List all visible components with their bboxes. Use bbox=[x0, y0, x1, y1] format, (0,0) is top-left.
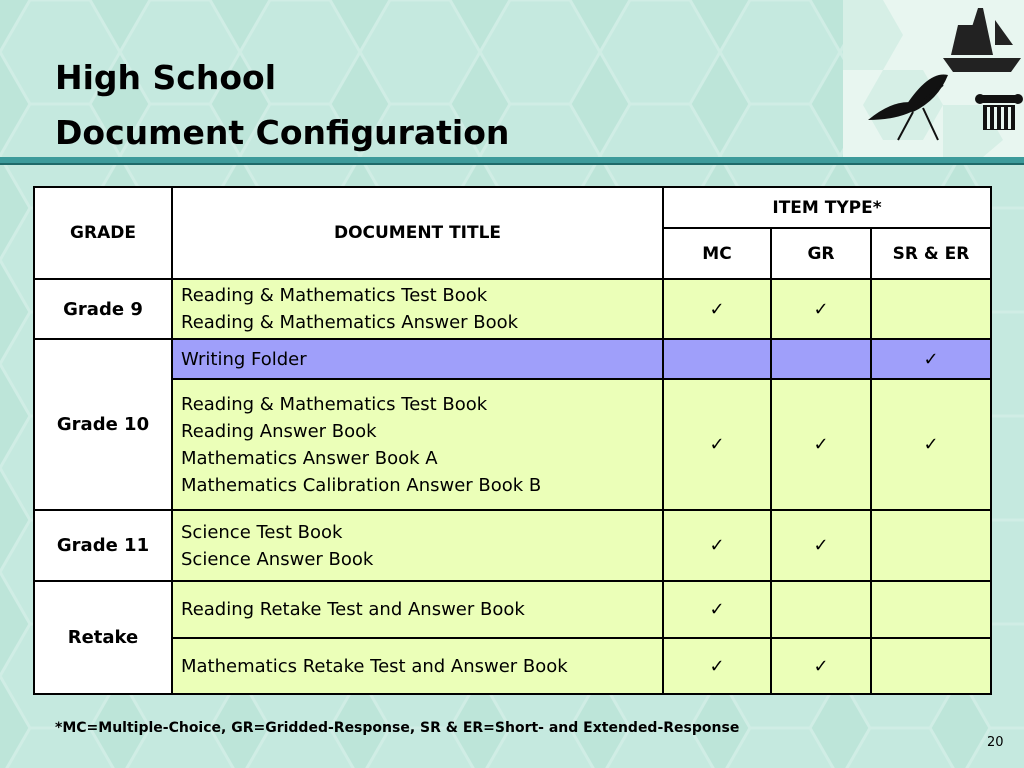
grade-cell: Grade 9 bbox=[34, 279, 172, 339]
document-title: Reading Retake Test and Answer Book bbox=[181, 599, 525, 620]
gr-check: ✓ bbox=[771, 638, 871, 694]
mc-check bbox=[663, 339, 771, 379]
document-title-cell bbox=[172, 279, 663, 339]
document-title-cell bbox=[172, 339, 663, 379]
sr-er-check: ✓ bbox=[871, 339, 991, 379]
header-grade: GRADE bbox=[34, 187, 172, 279]
slide-title bbox=[55, 50, 509, 160]
table-row bbox=[34, 638, 991, 694]
document-title-cell bbox=[172, 379, 663, 510]
title-line-1: High School bbox=[55, 58, 277, 97]
table-row bbox=[34, 379, 991, 510]
document-title: Reading & Mathematics Answer Book bbox=[181, 312, 519, 333]
document-title: Science Test Book bbox=[181, 521, 343, 543]
grade-cell: Retake bbox=[34, 581, 172, 694]
mc-check: ✓ bbox=[663, 638, 771, 694]
document-title: Mathematics Answer Book A bbox=[181, 447, 438, 469]
grade-cell: Grade 10 bbox=[34, 339, 172, 510]
gr-check: ✓ bbox=[771, 379, 871, 510]
document-title: Reading Answer Book bbox=[181, 420, 377, 442]
sr-er-check bbox=[871, 581, 991, 638]
corner-illustration bbox=[843, 0, 1024, 157]
document-title: Mathematics Calibration Answer Book B bbox=[181, 474, 542, 496]
mc-check: ✓ bbox=[663, 279, 771, 339]
document-title: Science Answer Book bbox=[181, 548, 374, 570]
header-document-title: DOCUMENT TITLE bbox=[172, 187, 663, 279]
table-row bbox=[34, 339, 991, 379]
document-title-cell bbox=[172, 581, 663, 638]
gr-check bbox=[771, 339, 871, 379]
title-divider-shadow bbox=[0, 163, 1024, 165]
table-row bbox=[34, 279, 991, 339]
grade-cell: Grade 11 bbox=[34, 510, 172, 581]
page-number: 20 bbox=[987, 735, 1004, 750]
mc-check: ✓ bbox=[663, 581, 771, 638]
header-row bbox=[34, 187, 991, 228]
header-item-type: ITEM TYPE* bbox=[663, 187, 991, 228]
document-configuration-table bbox=[33, 186, 992, 695]
mc-check: ✓ bbox=[663, 510, 771, 581]
sr-er-check bbox=[871, 510, 991, 581]
document-title: Reading & Mathematics Test Book bbox=[181, 393, 488, 415]
document-title: Mathematics Retake Test and Answer Book bbox=[181, 655, 568, 677]
document-title-cell bbox=[172, 638, 663, 694]
table-row bbox=[34, 510, 991, 581]
header-mc: MC bbox=[663, 228, 771, 279]
gr-check: ✓ bbox=[771, 279, 871, 339]
footnote: *MC=Multiple-Choice, GR=Gridded-Response, SR & ER=Short- and Extended-Response bbox=[55, 720, 740, 736]
sr-er-check bbox=[871, 279, 991, 339]
title-line-2: Document Configuration bbox=[55, 113, 510, 152]
table-row bbox=[34, 581, 991, 638]
gr-check bbox=[771, 581, 871, 638]
document-title-cell bbox=[172, 510, 663, 581]
gr-check: ✓ bbox=[771, 510, 871, 581]
document-title: Writing Folder bbox=[181, 348, 307, 370]
document-title: Reading & Mathematics Test Book bbox=[181, 285, 488, 306]
mc-check: ✓ bbox=[663, 379, 771, 510]
header-gr: GR bbox=[771, 228, 871, 279]
header-sr-er: SR & ER bbox=[871, 228, 991, 279]
sr-er-check bbox=[871, 638, 991, 694]
sr-er-check: ✓ bbox=[871, 379, 991, 510]
